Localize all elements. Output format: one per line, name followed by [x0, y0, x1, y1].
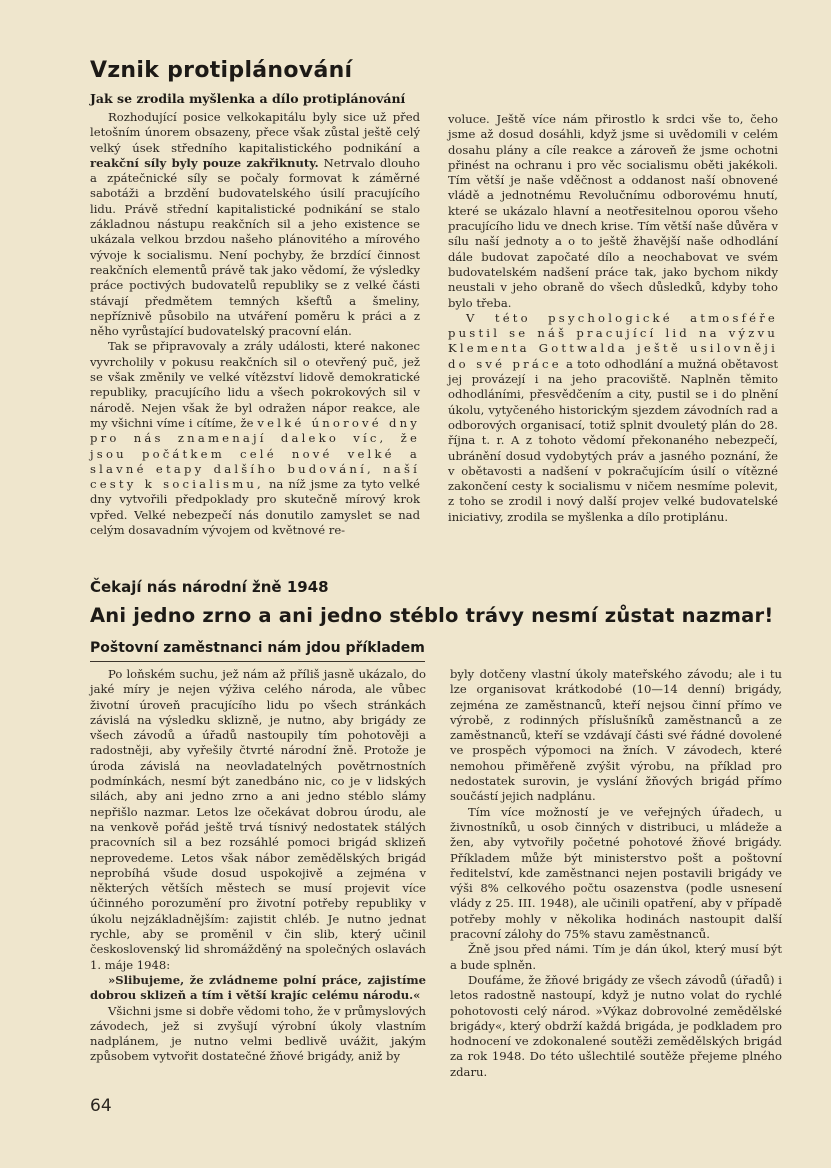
section2-left-paragraph-2: Všichni jsme si dobře vědomi toho, že v průmyslových závodech, jež si zvyšují výrobní úkoly vlastním nadplánem, je nutno velmi bedlivě uvážit, jakým způsobem vytvořit dostatečné žňové brigády, aniž by: [90, 1003, 426, 1064]
section2-right-column: [450, 667, 782, 1080]
section2-title: Ani jedno zrno a ani jedno stéblo trávy nesmí zůstat nazmar!: [90, 604, 774, 627]
spaced-text-run: V této psychologické atmosféře pustil se náš pracující lid na výzvu Klementa Gottwalda ještě usilovněji do své práce: [448, 310, 778, 371]
text-run: Netrvalo dlouho a zpátečnické síly se počaly formovat k záměrné sabotáži a brzdění budovatelského úsilí pracujícího lidu. Právě střední kapitalistické podnikání se stalo základnou nástupu reakčních sil a jeho existence se ukázala velkou brzdou našeho plánovitého a mírového vývoje k socialismu. Není pochyby, že brzdící činnost reakčních elementů právě tak jako vědomí, že výsledky práce poctivých budovatelů republiky se z velké části stávají předmětem temných kšeftů a šmeliny, nepříznivě působilo na utváření poměru k práci a z něho vyrůstající budovatelský pracovní elán.: [90, 155, 420, 339]
section1-right-column: [448, 112, 778, 525]
page-number: 64: [90, 1096, 112, 1116]
section1-subtitle: Jak se zrodila myšlenka a dílo protiplánování: [90, 91, 406, 106]
section1-left-paragraph-2: [90, 339, 420, 538]
section2-pledge-quote: »Slibujeme, že zvládneme polní práce, zajistíme dobrou sklizeň a tím i větší krajíc celému národu.«: [90, 972, 426, 1003]
text-run: Tak se připravovaly a zrály události, které nakonec vyvrcholily v pokusu reakčních sil o otevřený puč, jež se však změnily ve velké vítězství lidově demokratické republiky, pracujícího lidu a všech pokrokových sil v národě. Nejen však že byl odražen nápor reakce, ale my všichni víme i cítíme, že: [90, 339, 420, 430]
spaced-text-run: velké únorové dny pro nás znamenají daleko víc, že jsou počátkem celé nové velké a slavné etapy dalšího budování, naší cesty k socialismu,: [90, 415, 420, 492]
section2-kicker: Čekají nás národní žně 1948: [90, 578, 329, 596]
section2-right-paragraph-2: Tím více možností je ve veřejných úřadech, u živnostníků, u osob činných v distribuci, u mládeže a žen, aby vytvořily početné pohotové žňové brigády. Příkladem může být ministerstvo pošt a poštovní ředitelství, kde zaměstnanci nejen postavili brigády ve výši 8% celkového počtu osazenstva (podle usnesení vlády z 25. III. 1948), ale učinili opatření, aby v případě potřeby mohly v několika hodinách nastoupit další pracovní zálohy do 75% stavu zaměstnanců.: [450, 804, 782, 942]
section2-left-column: [90, 667, 426, 1065]
section1-left-paragraph-1: [90, 110, 420, 339]
section2-right-paragraph-1: byly dotčeny vlastní úkoly mateřského závodu; ale i tu lze organisovat krátkodobé (10—14 denní) brigády, zejména ze zaměstnanců, kteří nejsou činní přímo ve výrobě, z rodinných příslušníků zaměstnanců a ze zaměstnanců, kteří se vzdávají části své řádné dovolené ve prospěch výpomoci na žních. V závodech, které nemohou přiměřeně zvýšit výrobu, na příklad pro nedostatek surovin, je vyslání žňových brigád přímo součástí jejich nadplánu.: [450, 667, 782, 804]
section1-right-paragraph-2: [448, 311, 778, 525]
bold-text-run: reakční síly byly pouze zakřiknuty.: [90, 155, 319, 170]
subtitle-underline: [90, 661, 425, 662]
section2-right-paragraph-4: Doufáme, že žňové brigády ze všech závodů (úřadů) i letos radostně nastoupí, když je nutno volat do rychlé pohotovosti celý národ. »Výkaz dobrovolné zemědělské brigády«, který obdrží každá brigáda, je podkladem pro hodnocení ve zdokonalené soutěži zemědělských brigád za rok 1948. Do této ušlechtilé soutěže přejeme plného zdaru.: [450, 972, 782, 1079]
section1-right-paragraph-1: voluce. Ještě více nám přirostlo k srdci vše to, čeho jsme až dosud dosáhli, když jsme si uvědomili v celém dosahu plány a cíle reakce a zároveň že jsme ochotni přinést na ochranu i pro věc socialismu oběti jakékoli. Tím větší je naše vděčnost a oddanost naší obnovené vládě a jednotnému Revolučnímu odborovému hnutí, které se ukázalo hlavní a neotřesitelnou oporou všeho pracujícího lidu ve dnech krise. Tím větší naše důvěra v sílu naší jednoty a o to ještě žhavější naše odhodlání dále budovat započaté dílo a neochabovat ve svém budovatelském nadšení práce tak, jako bychom nikdy neustali v jeho obraně do všech důsledků, kdyby toho bylo třeba.: [448, 112, 778, 310]
text-run: Rozhodující posice velkokapitálu byly sice už před letošním únorem obsazeny, přece však zůstal ještě celý velký úsek středního kapitalistického podnikání a: [90, 110, 420, 155]
section2-right-paragraph-3: Žně jsou před námi. Tím je dán úkol, který musí být a bude splněn.: [450, 942, 782, 972]
section2-subtitle: Poštovní zaměstnanci nám jdou příkladem: [90, 640, 425, 656]
text-run: na níž jsme za tyto velké dny vytvořili předpoklady pro skutečně mírový krok vpřed. Velké nebezpečí nás donutilo zamyslet se nad celým dosavadním vývojem od květnové re-: [90, 477, 420, 538]
text-run: a toto odhodlání a mužná obětavost jej provázejí i na jeho pracoviště. Naplněn těmito odhodláními, přesvědčením a city, pustil se i do plnění úkolu, vytyčeného historickým sjezdem závodních rad a odborových organisací, totiž splnit dvouletý plán do 28. října t. r. A z tohoto vědomí překonaného nebezpečí, ubránění dosud vydobytých práv a jasného poznání, že v obětavosti a nadšení v pokračujícím úsilí o vítězné zakončení cesty k socialismu v ničem nesmíme polevit, z toho se zrodil i nový další projev velké budovatelské iniciativy, zrodila se myšlenka a dílo protiplánu.: [448, 356, 779, 524]
section1-left-column: [90, 110, 420, 538]
section1-title: Vznik protiplánování: [90, 58, 353, 83]
section2-left-paragraph-1: Po loňském suchu, jež nám až příliš jasně ukázalo, do jaké míry je nejen výživa celého národa, ale vůbec životní úroveň pracujícího lidu po všech stránkách závislá na výsledku sklizně, je nutno, aby brigády ze všech závodů a úřadů nastoupily tím pohotověji a radostněji, aby vyřešily čtvrté národní žně. Protože je úroda závislá na neovladatelných povětrnostních podmínkách, nesmí být zanedbáno nic, co je v lidských silách, aby ani jedno zrno a ani jedno stéblo slámy nepřišlo nazmar. Letos lze očekávat dobrou úrodu, ale na venkově pořád ještě trvá tísnivý nedostatek stálých pracovních sil a bez rozsáhlé pomoci brigád sklizeň neprovedeme. Letos však nábor zemědělských brigád neprobíhá všude dosud uspokojivě a zejména v některých větších městech se musí projevit více účinného porozumění pro životní potřeby republiky v úkolu nejzákladnějším: zajistit chléb. Je nutno jednat rychle, aby se proměnil v čin slib, který učinil československý lid shromážděný na společných oslavách 1. máje 1948:: [90, 667, 426, 972]
